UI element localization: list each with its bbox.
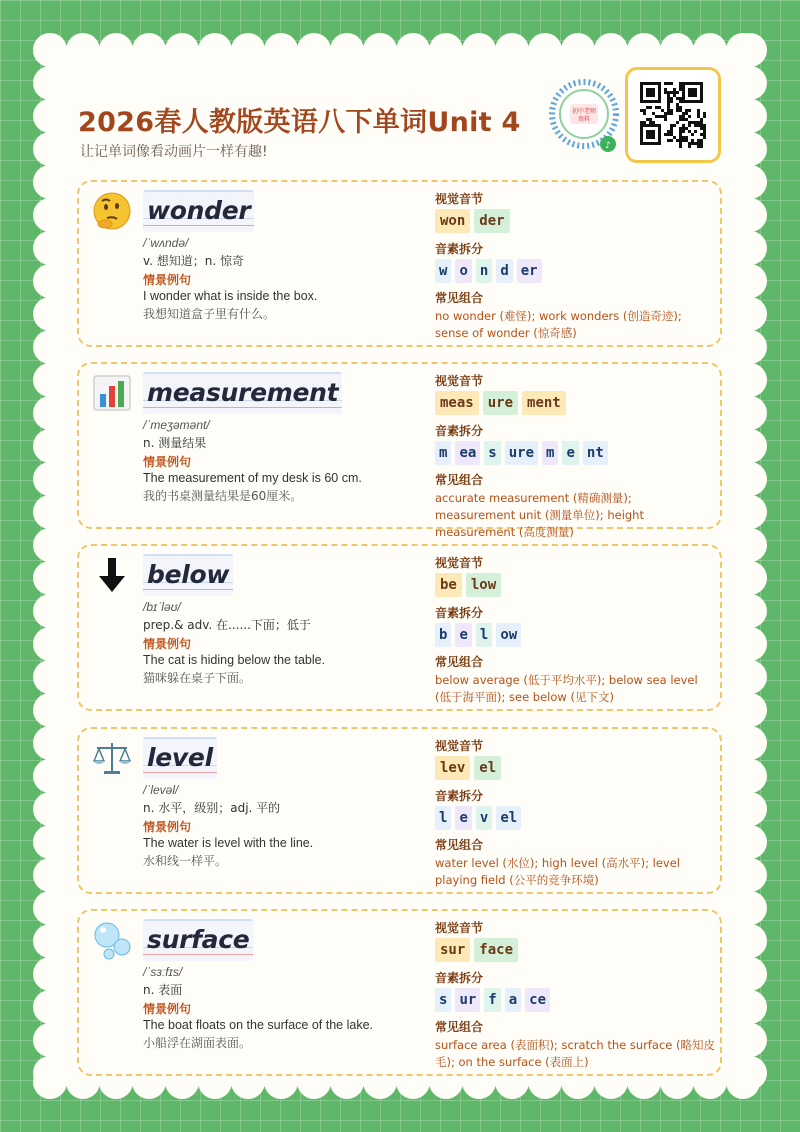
collocations-label: 常见组合	[435, 473, 484, 487]
phoneme-chip: s	[435, 988, 451, 1012]
word-meaning: n. 水平，级别；adj. 平的	[143, 801, 281, 815]
syllable-list	[435, 209, 510, 233]
example-sentence-en: The water is level with the line.	[143, 836, 314, 850]
syllable-chip: be	[435, 573, 462, 597]
phoneme-chip: l	[476, 623, 492, 647]
phonetic-transcription: /ˈsɜːfɪs/	[143, 965, 183, 979]
word-heading-box	[143, 737, 217, 779]
word-card-below	[77, 544, 722, 711]
down-arrow-icon	[91, 554, 133, 596]
phonetic-transcription: /ˈwʌndə/	[143, 236, 189, 250]
example-sentence-en: I wonder what is inside the box.	[143, 289, 318, 303]
phoneme-chip: e	[562, 441, 578, 465]
syllables-label: 视觉音节	[435, 739, 484, 753]
phoneme-list	[435, 988, 550, 1012]
syllables-label: 视觉音节	[435, 921, 484, 935]
example-sentence-en: The cat is hiding below the table.	[143, 653, 326, 667]
syllable-chip: sur	[435, 938, 470, 962]
word-heading-box	[143, 372, 342, 414]
seal-logo-icon	[548, 78, 620, 158]
phoneme-chip: v	[476, 806, 492, 830]
thinking-face-icon	[91, 190, 133, 232]
phoneme-list	[435, 441, 608, 465]
syllable-chip: lev	[435, 756, 470, 780]
collocations-label: 常见组合	[435, 1020, 484, 1034]
bubbles-icon	[91, 919, 133, 961]
phonemes-label: 音素拆分	[435, 424, 484, 438]
word-meaning: n. 表面	[143, 983, 183, 997]
word-text: below	[147, 560, 230, 589]
page-subtitle: 让记单词像看动画片一样有趣!	[80, 144, 268, 160]
collocations-text: accurate measurement (精确测量); measurement unit (测量单位); height measurement (高度测量)	[435, 491, 644, 539]
svg-text:资料: 资料	[577, 116, 591, 123]
word-card-surface	[77, 909, 722, 1076]
syllable-chip: ure	[483, 391, 518, 415]
syllable-chip: el	[474, 756, 501, 780]
word-heading-box	[143, 554, 233, 596]
word-text: surface	[147, 925, 250, 954]
phonemes-label: 音素拆分	[435, 789, 484, 803]
phonemes-label: 音素拆分	[435, 242, 484, 256]
example-label: 情景例句	[143, 820, 192, 834]
collocations-text: below average (低于平均水平); below sea level (低于海平面); see below (见下文)	[435, 673, 698, 704]
example-sentence-cn: 小船浮在湖面表面。	[143, 1036, 252, 1050]
phoneme-chip: ea	[455, 441, 480, 465]
syllable-list	[435, 391, 566, 415]
syllable-chip: ment	[522, 391, 566, 415]
phoneme-chip: ur	[455, 988, 480, 1012]
word-card-level	[77, 727, 722, 894]
collocations-text: no wonder (难怪); work wonders (创造奇迹); sense of wonder (惊奇感)	[435, 309, 682, 340]
syllables-label: 视觉音节	[435, 192, 484, 206]
word-card-measurement	[77, 362, 722, 539]
phoneme-chip: e	[455, 806, 471, 830]
phoneme-chip: a	[505, 988, 521, 1012]
syllable-chip: won	[435, 209, 470, 233]
syllable-chip: meas	[435, 391, 479, 415]
word-text: level	[147, 743, 213, 772]
example-sentence-en: The boat floats on the surface of the lake.	[143, 1018, 374, 1032]
phoneme-list	[435, 259, 542, 283]
syllable-chip: face	[474, 938, 518, 962]
phoneme-chip: m	[542, 441, 558, 465]
example-sentence-cn: 我的书桌测量结果是60厘米。	[143, 489, 303, 503]
phoneme-chip: e	[455, 623, 471, 647]
word-heading-box	[143, 919, 253, 961]
phonetic-transcription: /ˈmeʒəmənt/	[143, 418, 210, 432]
example-label: 情景例句	[143, 637, 192, 651]
phoneme-chip: el	[496, 806, 521, 830]
phoneme-chip: ow	[496, 623, 521, 647]
phoneme-chip: s	[484, 441, 500, 465]
balance-scale-icon	[91, 737, 133, 779]
collocations-label: 常见组合	[435, 838, 484, 852]
page-title: 2026春人教版英语八下单词Unit 4	[78, 107, 521, 138]
qr-code-icon	[640, 82, 706, 148]
collocations-label: 常见组合	[435, 291, 484, 305]
phoneme-chip: ure	[505, 441, 538, 465]
example-label: 情景例句	[143, 273, 192, 287]
syllable-chip: low	[466, 573, 501, 597]
syllable-chip: der	[474, 209, 509, 233]
phoneme-list	[435, 806, 521, 830]
phonetic-transcription: /ˈlevəl/	[143, 783, 179, 797]
phoneme-chip: d	[496, 259, 512, 283]
syllable-list	[435, 573, 501, 597]
word-meaning: n. 测量结果	[143, 436, 207, 450]
syllables-label: 视觉音节	[435, 556, 484, 570]
collocations-text: surface area (表面积); scratch the surface (略知皮毛); on the surface (表面上)	[435, 1038, 715, 1069]
example-label: 情景例句	[143, 455, 192, 469]
word-meaning: v. 想知道；n. 惊奇	[143, 254, 245, 268]
word-card-wonder	[77, 180, 722, 347]
phoneme-chip: n	[476, 259, 492, 283]
phonemes-label: 音素拆分	[435, 606, 484, 620]
phoneme-chip: m	[435, 441, 451, 465]
phoneme-chip: o	[455, 259, 471, 283]
phoneme-list	[435, 623, 521, 647]
syllables-label: 视觉音节	[435, 374, 484, 388]
phoneme-chip: er	[517, 259, 542, 283]
example-sentence-cn: 我想知道盒子里有什么。	[143, 307, 276, 321]
phoneme-chip: l	[435, 806, 451, 830]
phoneme-chip: b	[435, 623, 451, 647]
example-sentence-cn: 水和线一样平。	[143, 854, 228, 868]
bar-chart-icon	[91, 372, 133, 414]
collocations-label: 常见组合	[435, 655, 484, 669]
example-sentence-cn: 猫咪躲在桌子下面。	[143, 671, 252, 685]
example-sentence-en: The measurement of my desk is 60 cm.	[143, 471, 362, 485]
phonemes-label: 音素拆分	[435, 971, 484, 985]
word-text: measurement	[147, 378, 339, 407]
word-text: wonder	[147, 196, 251, 225]
phoneme-chip: ce	[525, 988, 550, 1012]
syllable-list	[435, 756, 501, 780]
phoneme-chip: f	[484, 988, 500, 1012]
phoneme-chip: w	[435, 259, 451, 283]
syllable-list	[435, 938, 518, 962]
qr-code-frame[interactable]	[625, 67, 721, 163]
collocations-text: water level (水位); high level (高水平); level playing field (公平的竞争环境)	[435, 856, 681, 887]
svg-text:初中老师: 初中老师	[571, 108, 597, 115]
phoneme-chip: nt	[583, 441, 608, 465]
word-meaning: prep.& adv. 在......下面；低于	[143, 618, 311, 632]
word-heading-box	[143, 190, 254, 232]
example-label: 情景例句	[143, 1002, 192, 1016]
phonetic-transcription: /bɪˈləʊ/	[143, 600, 181, 614]
svg-text:♪: ♪	[605, 141, 611, 151]
